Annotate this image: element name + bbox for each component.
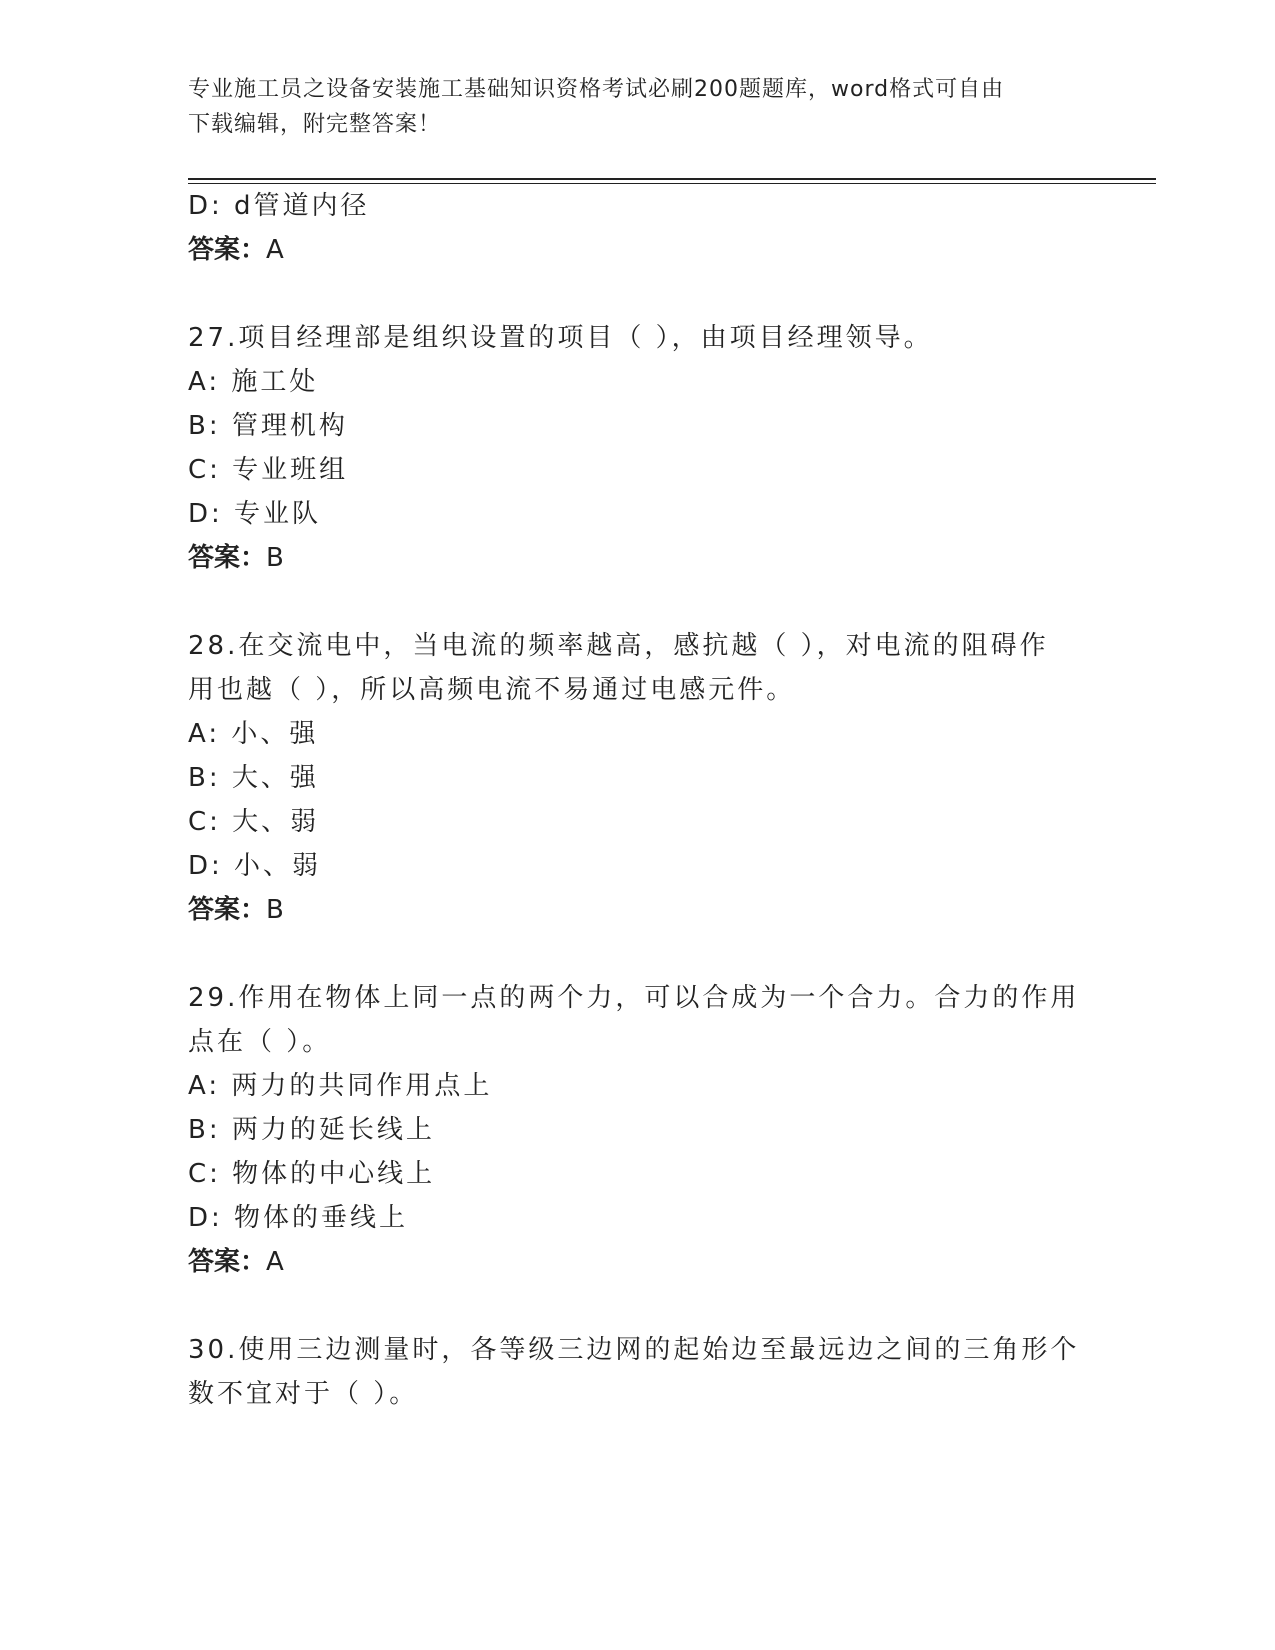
header-line-2: 下载编辑，附完整答案！ — [188, 112, 442, 137]
question-29-stem-line-2: 点在（ ）。 — [188, 1027, 332, 1057]
header-rule-thin — [188, 183, 1156, 184]
question-28-answer — [188, 892, 287, 928]
header-line-1: 专业施工员之设备安装施工基础知识资格考试必刷200题题库，word格式可自由 — [188, 77, 1005, 102]
question-30-stem-line-2: 数不宜对于（ ）。 — [188, 1379, 419, 1409]
question-28-option-a: A: 小、强 — [188, 719, 319, 749]
question-29-option-b: B: 两力的延长线上 — [188, 1115, 435, 1145]
question-29-option-d: D: 物体的垂线上 — [188, 1203, 409, 1233]
question-29-answer — [188, 1244, 287, 1280]
answer-value: A — [266, 235, 287, 265]
header-rule-thick — [188, 178, 1156, 180]
question-27-option-b: B: 管理机构 — [188, 411, 348, 441]
answer-value: A — [266, 1247, 287, 1277]
answer-value: B — [266, 895, 287, 925]
document-header — [188, 72, 1068, 142]
question-27-option-d: D: 专业队 — [188, 499, 322, 529]
answer-label: 答案： — [188, 895, 267, 925]
question-29-stem-line-1: 29.作用在物体上同一点的两个力，可以合成为一个合力。合力的作用 — [188, 983, 1080, 1013]
question-29-option-c: C: 物体的中心线上 — [188, 1159, 436, 1189]
answer-value: B — [266, 543, 287, 573]
question-27-option-c: C: 专业班组 — [188, 455, 349, 485]
question-28-option-b: B: 大、强 — [188, 763, 319, 793]
question-28-stem-line-1: 28.在交流电中，当电流的频率越高，感抗越（ ），对电流的阻碍作 — [188, 631, 1049, 661]
question-30-stem-line-1: 30.使用三边测量时，各等级三边网的起始边至最远边之间的三角形个 — [188, 1335, 1080, 1365]
question-27-answer — [188, 540, 287, 576]
answer-label: 答案： — [188, 1247, 267, 1277]
answer-label: 答案： — [188, 543, 267, 573]
question-28-option-c: C: 大、弱 — [188, 807, 320, 837]
prev-option-d: D: d管道内径 — [188, 191, 370, 221]
question-29-option-a: A: 两力的共同作用点上 — [188, 1071, 493, 1101]
question-28-stem-line-2: 用也越（ ），所以高频电流不易通过电感元件。 — [188, 675, 796, 705]
question-28-option-d: D: 小、弱 — [188, 851, 322, 881]
question-27-option-a: A: 施工处 — [188, 367, 319, 397]
question-27-stem: 27.项目经理部是组织设置的项目（ ），由项目经理领导。 — [188, 323, 933, 353]
answer-label: 答案： — [188, 235, 267, 265]
prev-answer — [188, 232, 287, 268]
